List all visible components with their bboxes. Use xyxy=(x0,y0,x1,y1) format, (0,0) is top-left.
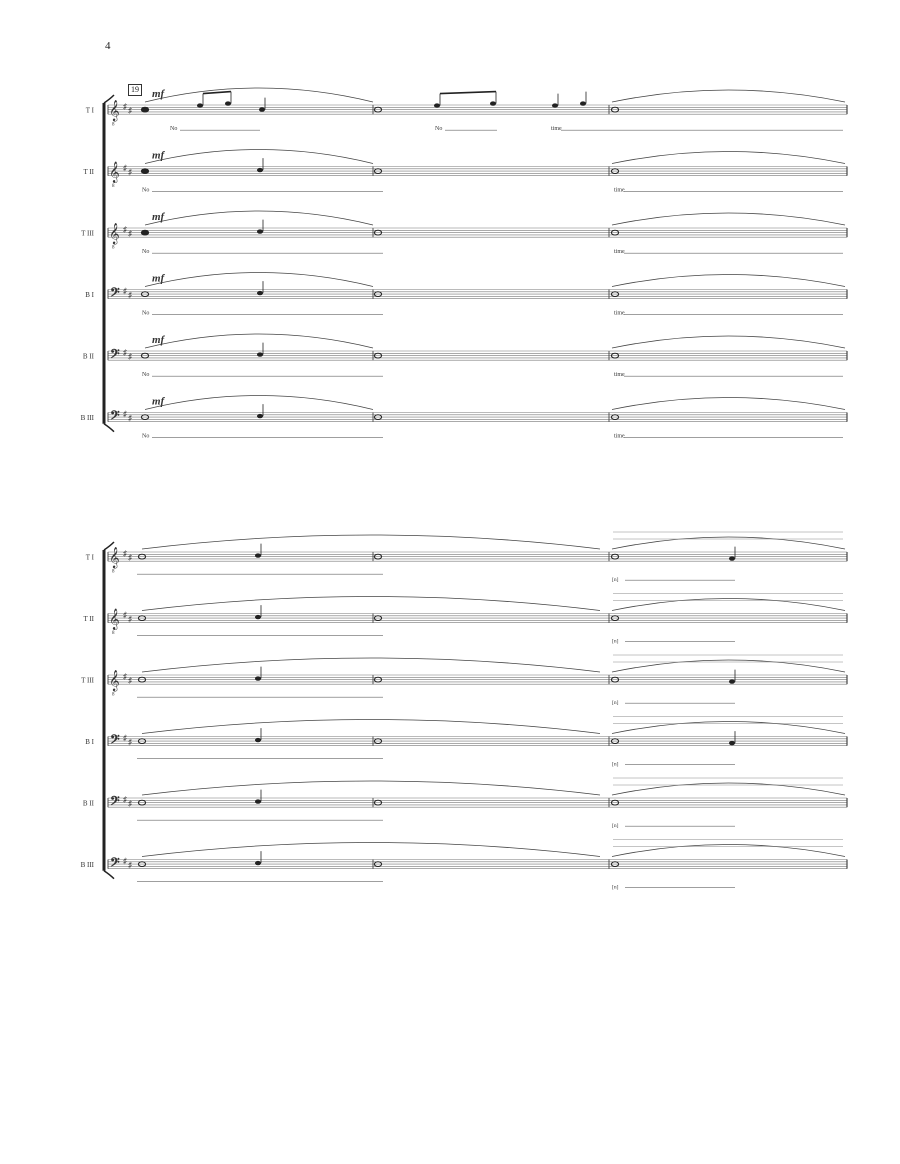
sharp-icon: ♯ xyxy=(128,290,132,300)
notehead xyxy=(257,291,263,295)
bass-clef-icon: 𝄢 xyxy=(110,734,120,751)
slur xyxy=(145,88,373,102)
sharp-icon: ♯ xyxy=(123,856,127,866)
part-label: T II xyxy=(83,168,94,177)
lyric-syllable: [n] xyxy=(612,884,619,891)
notehead xyxy=(255,553,261,557)
lyric-syllable: [n] xyxy=(612,761,619,768)
sharp-icon: ♯ xyxy=(128,413,132,423)
notehead xyxy=(580,101,586,105)
slur xyxy=(145,273,373,287)
octave-mark: 8 xyxy=(112,631,115,637)
part-label: B I xyxy=(85,291,94,300)
sharp-icon: ♯ xyxy=(123,348,127,357)
lyric-syllable: time xyxy=(614,310,625,317)
sharp-icon: ♯ xyxy=(128,860,132,870)
notehead xyxy=(257,168,263,172)
sharp-icon: ♯ xyxy=(123,610,127,620)
treble-clef-icon: 𝄞 xyxy=(109,670,120,691)
sharp-icon: ♯ xyxy=(128,737,132,747)
treble-clef-icon: 𝄞 xyxy=(109,609,120,630)
sharp-icon: ♯ xyxy=(128,229,132,238)
treble-clef-icon: 𝄞 xyxy=(109,100,120,121)
bass-clef-icon: 𝄢 xyxy=(110,795,120,812)
slur xyxy=(142,720,600,734)
notehead xyxy=(141,230,148,235)
slur xyxy=(142,843,600,857)
part-label: B III xyxy=(80,861,94,870)
part-label: T III xyxy=(81,676,94,685)
lyric-syllable: [n] xyxy=(612,577,619,584)
octave-mark: 8 xyxy=(112,569,115,575)
sharp-icon: ♯ xyxy=(128,614,132,624)
lyric-syllable: No xyxy=(142,249,150,256)
treble-clef-icon: 𝄞 xyxy=(109,223,120,244)
notehead xyxy=(197,103,203,107)
slur xyxy=(142,781,600,795)
lyric-syllable: No xyxy=(142,372,150,379)
lyric-syllable: No xyxy=(142,310,150,317)
treble-clef-icon: 𝄞 xyxy=(109,547,120,568)
slur xyxy=(145,150,373,164)
sharp-icon: ♯ xyxy=(128,106,132,115)
dynamic-marking: mf xyxy=(152,149,165,162)
notehead xyxy=(255,676,261,680)
sharp-icon: ♯ xyxy=(123,549,127,558)
notehead xyxy=(255,738,261,742)
slur xyxy=(145,211,373,225)
sharp-icon: ♯ xyxy=(128,676,132,685)
notehead xyxy=(729,679,735,683)
sharp-icon: ♯ xyxy=(123,733,127,743)
dynamic-marking: mf xyxy=(152,211,165,223)
lyric-syllable: No xyxy=(435,126,443,133)
notehead xyxy=(490,101,496,105)
sharp-icon: ♯ xyxy=(128,799,132,808)
notehead xyxy=(255,861,261,865)
dynamic-marking: mf xyxy=(152,272,165,285)
dynamic-marking: mf xyxy=(152,395,165,408)
sharp-icon: ♯ xyxy=(128,352,132,361)
dynamic-marking: mf xyxy=(152,334,165,346)
bass-clef-icon: 𝄢 xyxy=(110,348,120,365)
notehead xyxy=(257,229,263,233)
slur xyxy=(612,336,845,348)
sharp-icon: ♯ xyxy=(128,553,132,562)
slur xyxy=(142,597,600,611)
lyric-syllable: [n] xyxy=(612,700,619,707)
part-label: T I xyxy=(85,553,94,562)
notehead xyxy=(225,101,231,105)
sharp-icon: ♯ xyxy=(123,286,127,296)
lyric-syllable: time xyxy=(614,372,625,379)
lyric-syllable: No xyxy=(170,126,178,133)
lyric-syllable: [n] xyxy=(612,823,619,830)
bass-clef-icon: 𝄢 xyxy=(110,410,120,427)
lyric-syllable: time xyxy=(614,187,625,194)
octave-mark: 8 xyxy=(112,245,115,251)
notehead xyxy=(729,741,735,745)
part-label: B II xyxy=(82,352,94,361)
bass-clef-icon: 𝄢 xyxy=(110,857,120,874)
sharp-icon: ♯ xyxy=(123,225,127,234)
treble-clef-icon: 𝄞 xyxy=(109,162,120,183)
slur xyxy=(612,213,845,225)
part-label: T I xyxy=(85,106,94,115)
notehead xyxy=(255,615,261,619)
rehearsal-mark: 19 xyxy=(128,84,142,96)
notehead xyxy=(255,799,261,803)
octave-mark: 8 xyxy=(112,122,115,128)
lyric-syllable: No xyxy=(142,187,150,194)
sharp-icon: ♯ xyxy=(123,163,127,173)
bass-clef-icon: 𝄢 xyxy=(110,287,120,304)
note-beam xyxy=(440,92,496,94)
sharp-icon: ♯ xyxy=(123,672,127,681)
notehead xyxy=(257,352,263,356)
part-label: T III xyxy=(81,229,94,238)
sharp-icon: ♯ xyxy=(123,409,127,419)
slur xyxy=(145,396,373,410)
lyric-syllable: time xyxy=(551,126,562,133)
note-beam xyxy=(203,92,231,94)
notehead xyxy=(141,169,148,174)
page-number: 4 xyxy=(105,40,111,52)
octave-mark: 8 xyxy=(112,692,115,698)
notehead xyxy=(552,103,558,107)
slur xyxy=(145,334,373,348)
slur xyxy=(612,398,845,410)
slur xyxy=(142,658,600,672)
part-label: B III xyxy=(80,414,94,423)
octave-mark: 8 xyxy=(112,184,115,190)
slur xyxy=(612,90,845,102)
lyric-syllable: time xyxy=(614,433,625,440)
notehead xyxy=(434,103,440,107)
notehead xyxy=(259,107,265,111)
part-label: T II xyxy=(83,615,94,624)
notehead xyxy=(729,556,735,560)
dynamic-marking: mf xyxy=(152,88,165,100)
lyric-syllable: No xyxy=(142,433,150,440)
sharp-icon: ♯ xyxy=(123,795,127,804)
notehead xyxy=(257,414,263,418)
slur xyxy=(142,535,600,549)
lyric-syllable: [n] xyxy=(612,638,619,645)
slur xyxy=(612,275,845,287)
lyric-syllable: time xyxy=(614,249,625,256)
part-label: B I xyxy=(85,738,94,747)
part-label: B II xyxy=(82,799,94,808)
sharp-icon: ♯ xyxy=(123,102,127,111)
sharp-icon: ♯ xyxy=(128,167,132,177)
slur xyxy=(612,152,845,164)
notehead xyxy=(141,107,148,112)
